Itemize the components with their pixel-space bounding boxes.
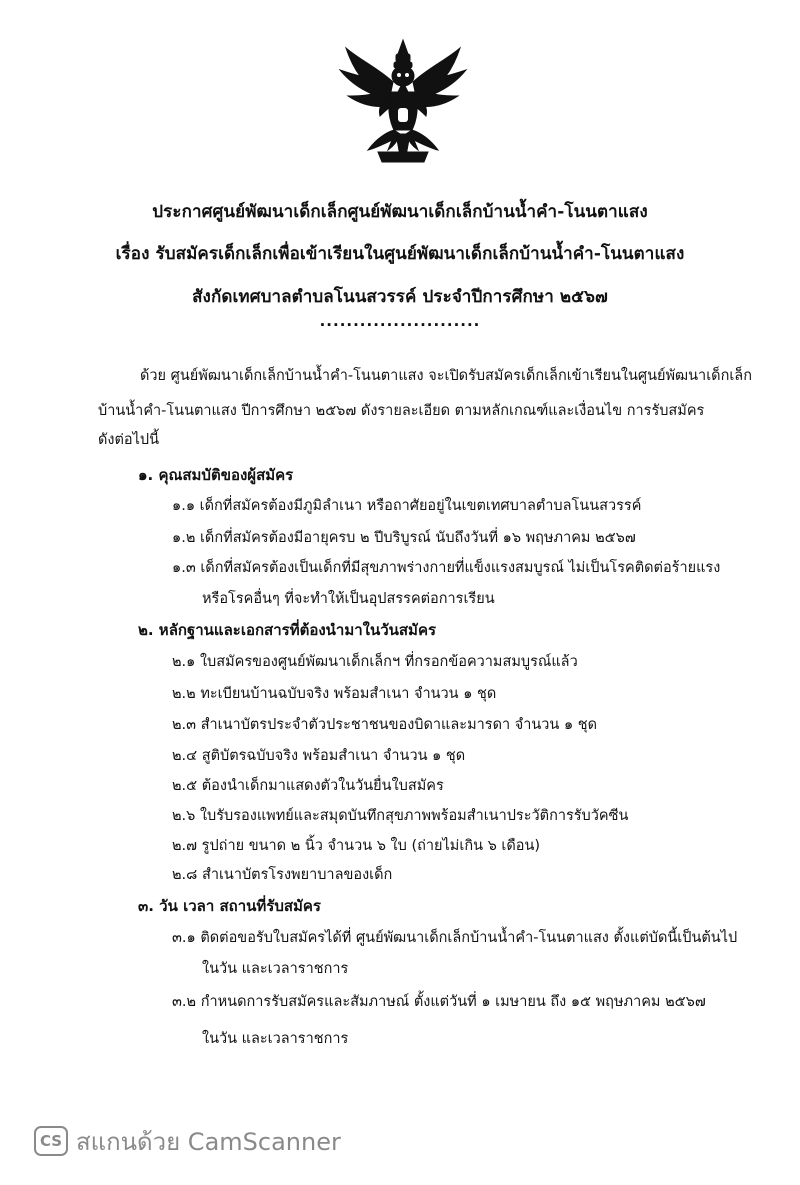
section-2-item-5: ๒.๕ ต้องนำเด็กมาแสดงตัวในวันยื่นใบสมัคร [172, 778, 444, 794]
section-2-item-6: ๒.๖ ใบรับรองแพทย์และสมุดบันทึกสุขภาพพร้อมสำเนาประวัติการรับวัคซีน [172, 808, 629, 824]
section-1-item-3-continued: หรือโรคอื่นๆ ที่จะทำให้เป็นอุปสรรคต่อการเรียน [202, 591, 495, 607]
camscanner-watermark-text: สแกนด้วย CamScanner [76, 1127, 341, 1156]
intro-line-2: บ้านน้ำคำ-โนนตาแสง ปีการศึกษา ๒๕๖๗ ดังรายละเอียด ตามหลักเกณฑ์และเงื่อนไข การรับสมัคร [98, 403, 705, 419]
section-1-item-2: ๑.๒ เด็กที่สมัครต้องมีอายุครบ ๒ ปีบริบูรณ์ นับถึงวันที่ ๑๖ พฤษภาคม ๒๕๖๗ [172, 530, 636, 546]
section-2-item-7: ๒.๗ รูปถ่าย ขนาด ๒ นิ้ว จำนวน ๖ ใบ (ถ่ายไม่เกิน ๖ เดือน) [172, 838, 541, 854]
camscanner-logo-icon: CS [34, 1126, 68, 1156]
title-line-2: เรื่อง รับสมัครเด็กเล็กเพื่อเข้าเรียนในศูนย์พัฒนาเด็กเล็กบ้านน้ำคำ-โนนตาแสง [115, 244, 685, 264]
camscanner-watermark [34, 1123, 341, 1159]
section-2-item-2: ๒.๒ ทะเบียนบ้านฉบับจริง พร้อมสำเนา จำนวน ๑ ชุด [172, 686, 497, 702]
section-2-heading: ๒. หลักฐานและเอกสารที่ต้องนำมาในวันสมัคร [138, 621, 437, 639]
section-1-item-3: ๑.๓ เด็กที่สมัครต้องเป็นเด็กที่มีสุขภาพร่างกายที่แข็งแรงสมบูรณ์ ไม่เป็นโรคติดต่อร้ายแรง [172, 560, 721, 576]
section-2-item-3: ๒.๓ สำเนาบัตรประจำตัวประชาชนของบิดาและมารดา จำนวน ๑ ชุด [172, 717, 598, 733]
section-3-item-1: ๓.๑ ติดต่อขอรับใบสมัครได้ที่ ศูนย์พัฒนาเด็กเล็กบ้านน้ำคำ-โนนตาแสง ตั้งแต่บัดนี้เป็นต้นไป [172, 930, 738, 946]
section-3-heading: ๓. วัน เวลา สถานที่รับสมัคร [138, 897, 321, 915]
title-divider: ........................ [319, 312, 481, 330]
section-2-item-4: ๒.๔ สูติบัตรฉบับจริง พร้อมสำเนา จำนวน ๑ ชุด [172, 748, 466, 764]
section-3-item-2: ๓.๒ กำหนดการรับสมัครและสัมภาษณ์ ตั้งแต่วันที่ ๑ เมษายน ถึง ๑๕ พฤษภาคม ๒๕๖๗ [172, 994, 706, 1010]
section-1-heading: ๑. คุณสมบัติของผู้สมัคร [138, 466, 294, 484]
title-line-1: ประกาศศูนย์พัฒนาเด็กเล็กศูนย์พัฒนาเด็กเล็กบ้านน้ำคำ-โนนตาแสง [152, 202, 648, 222]
section-1-item-1: ๑.๑ เด็กที่สมัครต้องมีภูมิลำเนา หรือถาศัยอยู่ในเขตเทศบาลตำบลโนนสวรรค์ [172, 498, 642, 514]
garuda-emblem-icon [338, 38, 468, 164]
intro-line-1: ด้วย ศูนย์พัฒนาเด็กเล็กบ้านน้ำคำ-โนนตาแสง จะเปิดรับสมัครเด็กเล็กเข้าเรียนในศูนย์พัฒนาเด็กเล็ก [140, 368, 752, 384]
section-3-item-1-continued: ในวัน และเวลาราชการ [202, 961, 349, 977]
title-line-3: สังกัดเทศบาลตำบลโนนสวรรค์ ประจำปีการศึกษา ๒๕๖๗ [192, 287, 608, 307]
intro-line-3: ดังต่อไปนี้ [98, 432, 160, 448]
section-3-item-2-continued: ในวัน และเวลาราชการ [202, 1031, 349, 1047]
section-2-item-1: ๒.๑ ใบสมัครของศูนย์พัฒนาเด็กเล็กฯ ที่กรอกข้อความสมบูรณ์แล้ว [172, 654, 578, 670]
section-2-item-8: ๒.๘ สำเนาบัตรโรงพยาบาลของเด็ก [172, 867, 393, 883]
